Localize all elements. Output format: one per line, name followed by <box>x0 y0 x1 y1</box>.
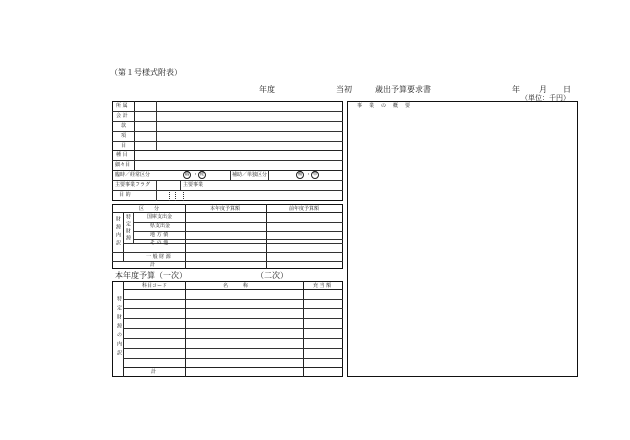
date-day-label: 日 <box>563 85 571 94</box>
project-summary-box[interactable] <box>347 101 578 377</box>
row-label-shozoku: 所 属 <box>116 103 128 109</box>
special-source-label: 特定財源 <box>125 214 131 242</box>
row-label-shumoku: 種 目 <box>116 152 128 158</box>
row-label-kaikei: 会 計 <box>116 113 128 119</box>
main-project-label: 主要事業 <box>183 182 204 188</box>
finance-item-chihousai: 地 方 債 <box>150 232 169 238</box>
budget-side-label: 特定財源の内訳 <box>116 296 122 359</box>
project-summary-header: 事 業 の 概 要 <box>357 103 412 109</box>
budget-total: 計 <box>151 369 157 375</box>
hojo-tandoku-label: 補助／単独区分 <box>232 172 268 178</box>
finance-header-prev: 前年度予算額 <box>289 206 320 212</box>
budget-first-label: 本年度予算（一次） <box>115 271 187 280</box>
special-source-table <box>112 281 343 377</box>
date-month-label: 月 <box>539 85 547 94</box>
purpose-label: 目 的 <box>119 192 131 198</box>
budget-header-name: 名 称 <box>223 283 249 289</box>
option-keijo[interactable]: 経 <box>199 172 205 177</box>
option-rinji[interactable]: 臨 <box>184 172 190 177</box>
option-hojo[interactable]: 補 <box>297 172 303 177</box>
finance-item-kokko: 国庫支出金 <box>147 214 173 220</box>
row-label-saisaimoku: 細々目 <box>115 162 131 168</box>
option-tandoku[interactable]: 単 <box>312 172 318 177</box>
row-label-kou: 項 <box>121 133 127 139</box>
date-year-label: 年 <box>512 85 520 94</box>
row-label-kan: 款 <box>121 123 127 129</box>
finance-item-sonota: そ の 他 <box>150 240 169 246</box>
finance-side-label: 財源内訳 <box>115 216 121 248</box>
finance-general: 一 般 財 源 <box>146 254 171 260</box>
row-label-moku: 目 <box>121 143 127 149</box>
main-flag-label: 主要事業フラグ <box>115 182 151 188</box>
budget-second-label: （二次） <box>256 271 288 280</box>
finance-total: 計 <box>150 262 156 268</box>
finance-header-kubun: 区 分 <box>139 206 160 212</box>
budget-header-code: 科目コード <box>142 283 168 289</box>
rinji-keijo-label: 臨時／経常区分 <box>115 172 151 178</box>
title-year: 年度 <box>259 85 275 94</box>
budget-header-amount: 充 当 額 <box>313 283 332 289</box>
unit-label: （単位：千円） <box>521 94 570 102</box>
finance-header-current: 本年度予算額 <box>210 206 241 212</box>
title-type: 当初 <box>336 85 352 94</box>
document-title: 歳出予算要求書 <box>375 85 431 94</box>
form-id: （第１号様式附表） <box>110 68 182 77</box>
finance-item-ken: 県支出金 <box>150 223 171 229</box>
